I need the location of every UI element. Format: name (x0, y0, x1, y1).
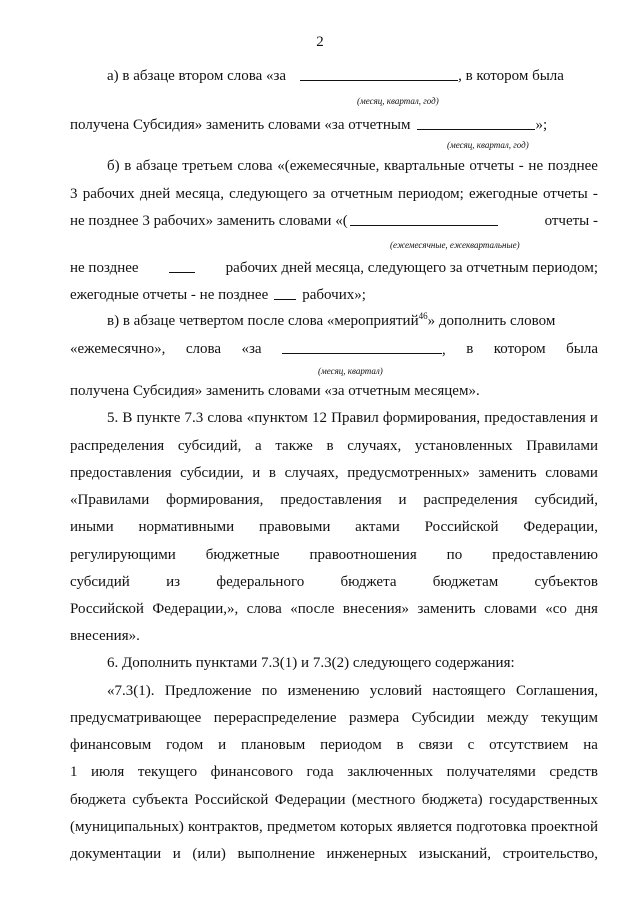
word: (местного (351, 792, 416, 808)
word: распределения (70, 438, 165, 454)
word: условий (369, 683, 423, 699)
line-p5-4 (70, 490, 598, 510)
word: формирования, (166, 492, 264, 508)
blank-field (274, 285, 296, 300)
word: пункте (136, 410, 181, 426)
word: Правилами (526, 438, 598, 454)
word: субсидии, (180, 465, 244, 481)
word: предоставления (280, 492, 382, 508)
word: финансовым (70, 737, 152, 753)
text: в (466, 341, 474, 357)
word: бюджета) (421, 792, 483, 808)
text: «за (241, 341, 262, 357)
field-hint: (ежемесячные, ежеквартальные) (390, 240, 520, 250)
word: регулирующими (70, 547, 176, 563)
word: отчеты (542, 186, 588, 202)
word: за (312, 186, 326, 202)
word: «(ежемесячные, (277, 158, 380, 174)
word: отсутствием (489, 737, 569, 753)
line-p5-1 (107, 408, 598, 428)
word: изменению (287, 683, 360, 699)
word: слова (207, 410, 243, 426)
line-p5-2 (70, 436, 598, 456)
word: рабочих (82, 186, 135, 202)
line-v1 (107, 311, 598, 331)
word: бюджетные (205, 547, 280, 563)
text: получена Субсидия» заменить словами «за отчетным (70, 117, 411, 133)
word: случаях, (284, 465, 339, 481)
text-part: в) в абзаце четвертом после слова «мероприятий (107, 313, 419, 329)
blank-field (417, 115, 535, 130)
word: и (589, 410, 598, 426)
word: третьем (182, 158, 233, 174)
word: связи (418, 737, 453, 753)
line-b3 (70, 211, 598, 231)
word: месяца, (175, 186, 224, 202)
word: Федерации,», (152, 601, 239, 617)
word: словами (545, 465, 598, 481)
word: словами (484, 601, 537, 617)
line-a2 (70, 115, 598, 135)
word: Правил (331, 410, 379, 426)
word: субъектов (534, 574, 598, 590)
word: бюджета (70, 792, 126, 808)
line-b2 (70, 184, 598, 204)
word: 5. (107, 410, 119, 426)
text-part: » дополнить словом (427, 313, 556, 329)
word: предусмотренных» (347, 465, 470, 481)
word: которых (339, 819, 393, 835)
word: внесения» (342, 601, 410, 617)
line-q6 (70, 817, 598, 837)
line-p5-5 (70, 517, 598, 537)
blank-field (282, 339, 442, 354)
line-q7 (70, 844, 598, 864)
word: 3 (70, 186, 78, 202)
text: «ежемесячно», (70, 341, 166, 357)
word: формирования, (382, 410, 481, 426)
word: В (122, 410, 133, 426)
word: отчеты (469, 158, 515, 174)
word: федерального (216, 574, 305, 590)
word: периодом (320, 737, 382, 753)
word: «пунктом (246, 410, 308, 426)
word: «7.3(1). (107, 683, 155, 699)
text: ежегодные отчеты - не позднее (70, 287, 269, 303)
footnote-ref: 46 (418, 311, 428, 321)
line-q5 (70, 790, 598, 810)
word: выполнение (237, 846, 315, 862)
word: и (218, 737, 227, 753)
word: настоящего (432, 683, 506, 699)
word: - (592, 186, 598, 202)
word: и (172, 846, 181, 862)
word: - (518, 158, 524, 174)
word: субъекта (132, 792, 189, 808)
word: заменить (478, 465, 537, 481)
word: позднее (547, 158, 598, 174)
word: в (124, 158, 132, 174)
word: субсидий, (177, 438, 242, 454)
word: «после (290, 601, 335, 617)
word: финансового (210, 764, 294, 780)
word: 1 (70, 764, 78, 780)
line-q1 (107, 681, 598, 701)
page-number: 2 (316, 34, 324, 50)
word: плановым (240, 737, 306, 753)
word: из (166, 574, 181, 590)
word: июля (91, 764, 125, 780)
word: 12 (312, 410, 328, 426)
word: получателями (446, 764, 536, 780)
line-q2 (70, 708, 598, 728)
word: следующего (229, 186, 308, 202)
word: бюджета (340, 574, 397, 590)
text: не позднее (70, 260, 139, 276)
text: внесения». (70, 628, 140, 644)
text: 6. Дополнить пунктами 7.3(1) и 7.3(2) следующего содержания: (107, 655, 515, 671)
line-v3 (70, 381, 598, 401)
word: Федерации, (523, 519, 598, 535)
word: отчетным (330, 186, 393, 202)
line-q3 (70, 735, 598, 755)
word: заключенных (347, 764, 434, 780)
word: квартальные (384, 158, 465, 174)
word: государственных (489, 792, 598, 808)
word: Российской (70, 601, 144, 617)
word: установленных (414, 438, 513, 454)
word: и (398, 492, 407, 508)
word: б) (107, 158, 120, 174)
blank-field (350, 211, 498, 226)
text: рабочих дней месяца, следующего за отчетным периодом; (225, 260, 598, 276)
word: предметом (266, 819, 336, 835)
word: актами (355, 519, 400, 535)
word: предоставления (484, 410, 586, 426)
word: проектной (530, 819, 598, 835)
blank-field (300, 66, 458, 81)
word: средств (549, 764, 598, 780)
word: не (528, 158, 544, 174)
word: бюджетам (432, 574, 499, 590)
line-p5-7 (70, 572, 598, 592)
text: »; (535, 117, 548, 133)
text: не позднее 3 рабочих» заменить словами «( (70, 213, 348, 229)
line-p5-6 (70, 545, 598, 565)
word: в (326, 438, 334, 454)
word: года (306, 764, 334, 780)
line-p6 (107, 653, 598, 673)
word: предоставлению (492, 547, 598, 563)
word: субсидий (70, 574, 130, 590)
word: правовыми (259, 519, 331, 535)
field-hint: (месяц, квартал, год) (357, 96, 439, 106)
text: котором (493, 341, 546, 357)
word: размера (349, 710, 400, 726)
word: и (252, 465, 261, 481)
word: по (446, 547, 463, 563)
field-hint: (месяц, квартал) (318, 366, 383, 376)
word: в (396, 737, 404, 753)
word: Российской (424, 519, 499, 535)
word: дней (139, 186, 171, 202)
word: случаях, (347, 438, 402, 454)
text: а) в абзаце втором слова «за (107, 68, 287, 84)
word: изысканий, (418, 846, 491, 862)
word: на (583, 737, 598, 753)
word: по (261, 683, 278, 699)
word: инженерных (326, 846, 408, 862)
word: а (255, 438, 262, 454)
text (107, 311, 555, 331)
word: контрактов, (188, 819, 263, 835)
word: субсидий, (534, 492, 598, 508)
word: годом (166, 737, 204, 753)
word: в (268, 465, 276, 481)
word: является (396, 819, 453, 835)
word: (или) (192, 846, 226, 862)
word: между (487, 710, 529, 726)
line-p5-9 (70, 626, 598, 646)
word: документации (70, 846, 162, 862)
word: слова (237, 158, 273, 174)
word: распределения (423, 492, 518, 508)
line-q4 (70, 762, 598, 782)
word: текущим (541, 710, 598, 726)
word: также (275, 438, 313, 454)
blank-field (169, 258, 195, 273)
text (282, 339, 446, 360)
text: отчеты - (544, 213, 598, 229)
text-part: , (442, 342, 446, 358)
line-b5 (70, 285, 598, 305)
word: иными (70, 519, 114, 535)
word: строительство, (502, 846, 598, 862)
line-p5-3 (70, 463, 598, 483)
word: ежегодные (469, 186, 538, 202)
line-b4 (70, 258, 598, 278)
line-v2 (70, 339, 598, 360)
word: «со (545, 601, 567, 617)
word: Федерации (274, 792, 346, 808)
word: слова (246, 601, 282, 617)
text: получена Субсидия» заменить словами «за отчетным месяцем». (70, 383, 480, 399)
word: с (467, 737, 475, 753)
word: 7.3 (184, 410, 204, 426)
field-hint: (месяц, квартал, год) (447, 140, 529, 150)
word: текущего (137, 764, 198, 780)
word: предусматривающее (70, 710, 202, 726)
line-b1 (107, 156, 598, 176)
word: Соглашения, (516, 683, 598, 699)
word: (муниципальных) (70, 819, 184, 835)
word: предоставления (70, 465, 172, 481)
word: абзаце (136, 158, 178, 174)
text: , в котором была (458, 68, 564, 84)
text: рабочих»; (302, 287, 366, 303)
text: была (566, 341, 598, 357)
word: Российской (194, 792, 269, 808)
line-a1 (107, 66, 598, 86)
word: подготовка (456, 819, 527, 835)
word: «Правилами (70, 492, 150, 508)
word: правоотношения (309, 547, 417, 563)
word: периодом; (398, 186, 464, 202)
text: слова (185, 341, 222, 357)
word: заменить (417, 601, 476, 617)
word: Субсидии (411, 710, 475, 726)
word: дня (575, 601, 598, 617)
word: перераспределение (213, 710, 337, 726)
word: нормативными (138, 519, 235, 535)
line-p5-8 (70, 599, 598, 619)
word: Предложение (164, 683, 252, 699)
